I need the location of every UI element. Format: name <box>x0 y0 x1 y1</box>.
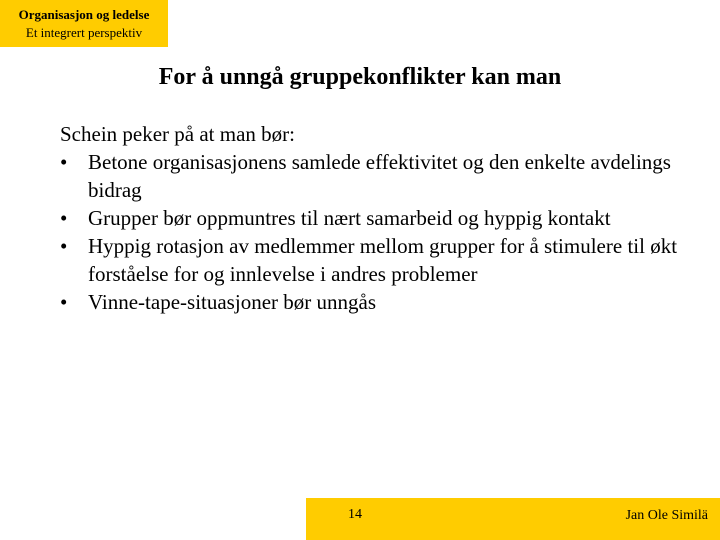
author-name: Jan Ole Similä <box>625 508 708 523</box>
bullet-text: Grupper bør oppmuntres til nært samarbeid og hyppig kontakt <box>88 206 611 230</box>
bullet-icon: • <box>60 290 68 314</box>
slide-body <box>60 120 700 316</box>
bullet-icon: • <box>60 206 68 230</box>
bullet-item <box>60 148 700 204</box>
bullet-item <box>60 204 700 232</box>
slide-title: For å unngå gruppekonflikter kan man <box>158 64 562 90</box>
bullet-item <box>60 232 700 288</box>
bullet-text: Vinne-tape-situasjoner bør unngås <box>88 290 376 314</box>
bullet-text: Hyppig rotasjon av medlemmer mellom grupper for å stimulere til økt forståelse for og innlevelse i andres problemer <box>88 234 678 286</box>
page-number: 14 <box>348 507 362 522</box>
footer-bar <box>306 498 720 540</box>
bullet-list <box>60 148 700 316</box>
intro-text: Schein peker på at man bør: <box>60 122 295 146</box>
bullet-icon: • <box>60 150 68 174</box>
course-subtitle: Et integrert perspektiv <box>25 25 143 40</box>
bullet-item <box>60 288 700 316</box>
bullet-icon: • <box>60 234 68 258</box>
course-title: Organisasjon og ledelse <box>18 7 150 22</box>
bullet-text: Betone organisasjonens samlede effektivitet og den enkelte avdelings bidrag <box>88 150 671 202</box>
header-banner <box>0 0 168 47</box>
